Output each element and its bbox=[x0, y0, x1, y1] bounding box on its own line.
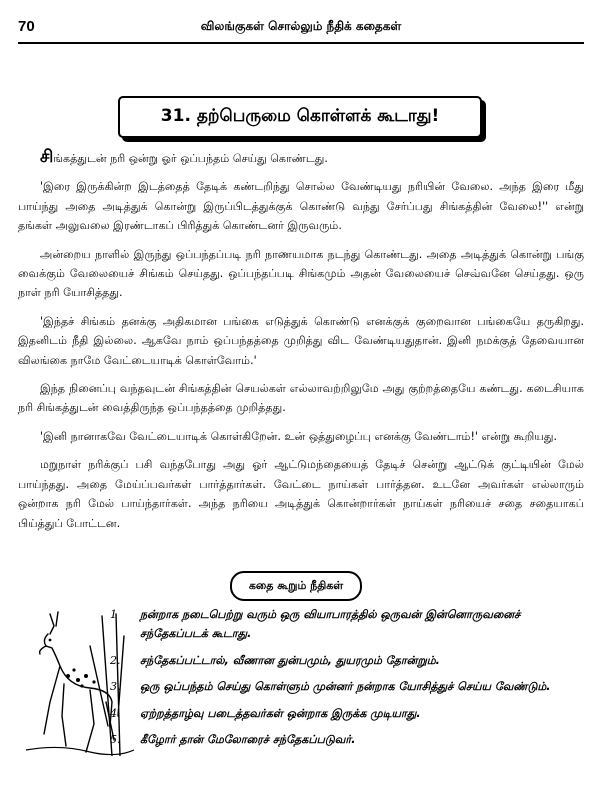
moral-item bbox=[110, 605, 584, 644]
moral-text: நன்றாக நடைபெற்று வரும் ஒரு வியாபாரத்தில் ஒருவன் இன்னொருவனைச் சந்தேகப்படக் கூடாது. bbox=[140, 608, 521, 641]
morals-list bbox=[110, 605, 584, 756]
moral-item bbox=[110, 730, 584, 749]
morals-title: கதை கூறும் நீதிகள் bbox=[248, 578, 344, 592]
story-paragraph: இந்த நினைப்பு வந்தவுடன் சிங்கத்தின் செயல்கள் எல்லாவற்றிலுமே அது குற்றத்தையே கண்டது. கடைசியாக நரி சிங்கத்துடன் வைத்திருந்த ஒப்பந்தத்தை முறித்தது. bbox=[18, 382, 584, 415]
moral-number: 5. bbox=[110, 733, 121, 747]
page-number: 70 bbox=[18, 18, 35, 35]
moral-text: சந்தேகப்பட்டால், வீணான துன்பமும், துயரமும் தோன்றும். bbox=[140, 653, 440, 667]
moral-item bbox=[110, 651, 584, 670]
moral-number: 4. bbox=[110, 706, 121, 720]
story-paragraph: அன்றைய நாளில் இருந்து ஒப்பந்தப்படி நரி நாணயமாக நடந்து கொண்டது. அதை அடித்துக் கொன்று பங்கு வைக்கும் வேலையைச் சிங்கம் செய்தது. ஒப்பந்தப்படி சிங்கமும் அதன் வேலையைச் செவ்வனே செய்தது. ஒரு நாள் நரி யோசித்தது. bbox=[18, 247, 584, 300]
book-title: விலங்குகள் சொல்லும் நீதிக் கதைகள் bbox=[200, 19, 402, 33]
story-title: 31. தற்பெருமை கொள்ளக் கூடாது! bbox=[160, 106, 440, 126]
first-paragraph-text: ங்கத்துடன் நரி ஒன்று ஓர் ஒப்பந்தம் செய்து கொண்டது. bbox=[53, 152, 328, 165]
story-body bbox=[18, 148, 584, 542]
story-paragraph: 'இரை இருக்கின்ற இடத்தைத் தேடிக் கண்டறிந்து சொல்ல வேண்டியது நரியின் வேலை. அந்த இரை மீது பாய்ந்து அதை அடித்துக் கொன்று இருப்பிடத்துக்குக் கொண்டு வந்து சேர்ப்பது சிங்கத்தின் வேலை!'' என்று தங்கள் அலுவலை இரண்டாகப் பிரித்துக் கொண்டனர் இருவரும். bbox=[18, 180, 584, 233]
moral-text: ஏற்றத்தாழ்வு படைத்தவர்கள் ஒன்றாக இருக்க முடியாது. bbox=[140, 706, 421, 720]
moral-number: 1 bbox=[110, 608, 118, 621]
moral-item bbox=[110, 677, 584, 696]
story-paragraph: மறுநாள் நரிக்குப் பசி வந்தபோது அது ஓர் ஆட்டுமந்தையைத் தேடிச் சென்று ஆட்டுக் குட்டியின் மேல் பாய்ந்தது. அதை மேய்ப்பவர்கள் பார்த்தார்கள். வேட்டை நாய்கள் பார்த்தன. உடனே அவர்கள் எல்லாரும் ஒன்றாக நரி மேல் பாய்ந்தார்கள். அந்த நரியை அடித்துக் கொன்றார்கள் நாய்கள் நரியைச் சதை சதையாகப் பிய்த்துப் போட்டன. bbox=[18, 458, 584, 530]
moral-item bbox=[110, 704, 584, 723]
page-header bbox=[18, 16, 584, 44]
morals-heading-badge bbox=[230, 571, 362, 601]
moral-text: கீழோர் தான் மேலோரைச் சந்தேகப்படுவர். bbox=[140, 733, 356, 747]
story-paragraph-first bbox=[18, 148, 584, 168]
moral-text: ஒரு ஒப்பந்தம் செய்து கொள்ளும் முன்னர் நன்றாக யோசித்துச் செய்ய வேண்டும். bbox=[140, 680, 551, 694]
moral-number: 2. bbox=[110, 653, 121, 667]
moral-number: 3. bbox=[110, 680, 121, 694]
story-paragraph: 'இந்தச் சிங்கம் தனக்கு அதிகமான பங்கை எடுத்துக் கொண்டு எனக்குக் குறைவான பங்கையே தருகிறது. இதனிடம் நீதி இல்லை. ஆகவே நாம் ஒப்பந்தத்தை முறித்து விட வேண்டியதுதான். இனி நமக்குத் தேவையான விலங்கை நாமே வேட்டையாடிக் கொள்வோம்.' bbox=[18, 314, 584, 367]
story-paragraph: 'இனி நானாகவே வேட்டையாடிக் கொள்கிறேன். உன் ஒத்துழைப்பு எனக்கு வேண்டாம்!' என்று கூறியது. bbox=[40, 429, 558, 443]
drop-cap: சி bbox=[40, 147, 54, 167]
story-title-box bbox=[118, 96, 482, 138]
